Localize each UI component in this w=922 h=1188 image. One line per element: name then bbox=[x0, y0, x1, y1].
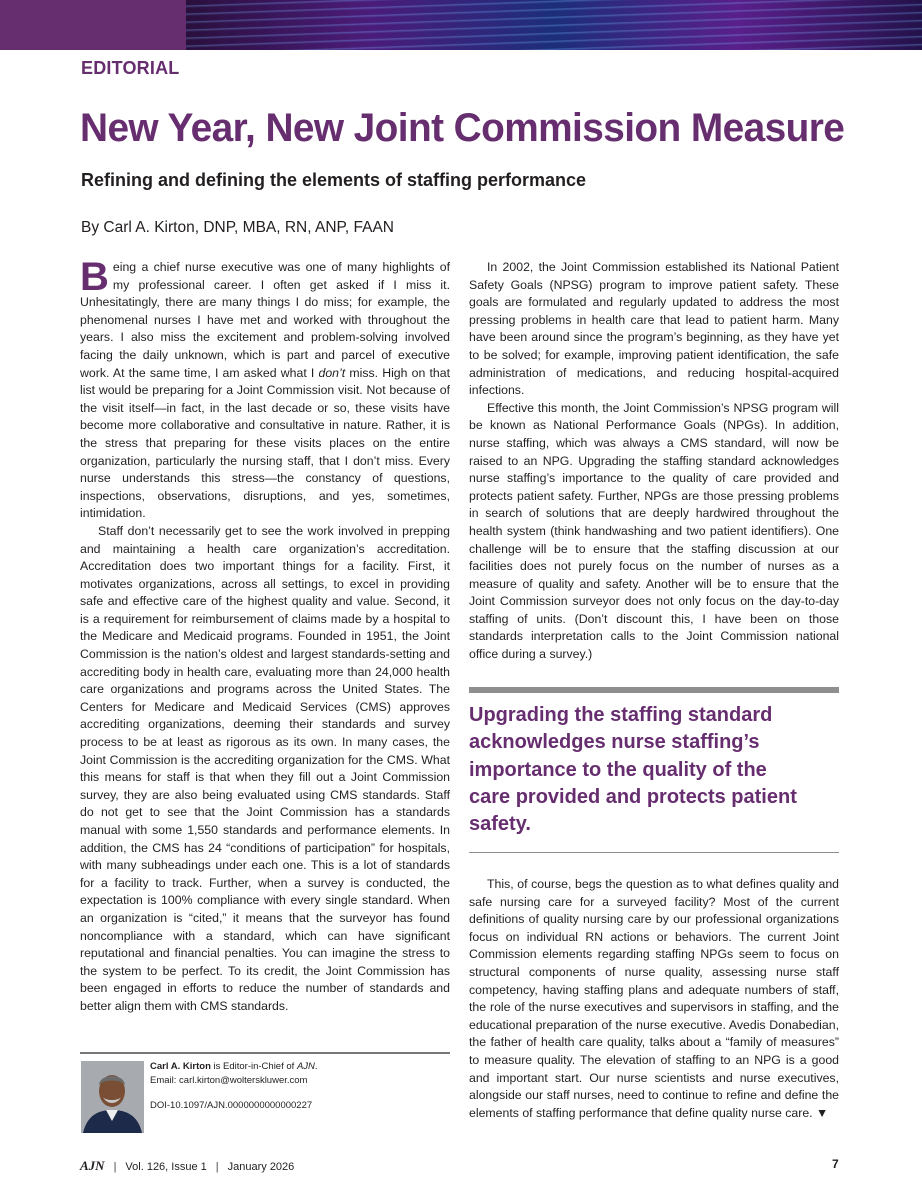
footer-journal: AJN bbox=[80, 1158, 105, 1173]
paragraph-4: Effective this month, the Joint Commission’s NPSG program will be known as National Performance Goals (NPGs). In addition, nurse staffing, which was always a CMS standard, will now be raised to an NPG. Upgrading the staffing standard acknowledges nurse staffing’s importance to the quality of care provided and protects patient safety. Further, NPGs are those pressing problems in search of solutions that are deeply hardwired throughout the health system (think handwashing and two patient identifiers). One challenge will be to ensure that the staffing discussion at our facilities does not purely focus on the number of nurses as a measure of quality and safety. Another will be to ensure that the Joint Commission surveyor does not only focus on the day-to-day staffing of units. (Don’t discount this, I have been on those standards interpretation calls to the Joint Commission national office during a survey.) bbox=[469, 400, 839, 662]
right-column-bottom bbox=[469, 876, 839, 1122]
bio-spacer bbox=[150, 1088, 450, 1099]
paragraph-1-emphasis: don’t bbox=[318, 365, 346, 380]
page-number: 7 bbox=[832, 1157, 839, 1171]
pullquote: Upgrading the staffing standard acknowledges nurse staffing’s importance to the quality of the care provided and protects patient safety. bbox=[469, 704, 797, 836]
bio-role-text: is Editor-in-Chief of bbox=[210, 1061, 297, 1072]
paragraph-2: Staff don’t necessarily get to see the work involved in prepping and maintaining a health care organization’s accreditation. Accreditation does two important things for a facility. First, it motivates organizations, across all settings, to excel in providing safe and effective care of the highest quality and value. Second, it is a requirement for reimbursement of claims made by a hospital to the Medicare and Medicaid programs. Founded in 1951, the Joint Commission is the nation’s oldest and largest standards-setting and accrediting body in health care, evaluating more than 24,000 health care organizations and programs across the United States. The Centers for Medicare and Medicaid Services (CMS) approves accrediting organizations, deeming their standards and survey process to be at least as rigorous as its own. In many cases, the Joint Commission is the accrediting organization for the CMS. What this means for staff is that when they fill out a Joint Commission survey, they are also being evaluated using CMS standards. Staff do not get to see that the Joint Commission has a standards manual with some 1,550 standards and performance elements. In addition, the CMS has 24 “conditions of participation” for hospitals, with many subheadings under each one. This is a lot of standards for a facility to track. Further, when a survey is conducted, the expectation is 100% compliance with every single standard. When an organization is “cited,” it means that the surveyor has found noncompliance with a standard, which can have significant reputational and financial penalties. You can imagine the stress to the system to be perfect. To its credit, the Joint Commission has been engaged in efforts to reduce the number of standards and better align them with CMS standards. bbox=[80, 523, 450, 1013]
byline: By Carl A. Kirton, DNP, MBA, RN, ANP, FAAN bbox=[81, 219, 394, 236]
end-mark-icon: ▼ bbox=[816, 1105, 829, 1120]
bio-line-role bbox=[150, 1060, 450, 1074]
pullquote-top-rule bbox=[469, 687, 839, 693]
footer-date: January 2026 bbox=[227, 1161, 295, 1173]
author-bio bbox=[150, 1060, 450, 1113]
bio-journal: AJN bbox=[296, 1061, 315, 1072]
article-title: New Year, New Joint Commission Measure bbox=[80, 106, 845, 150]
article-subtitle: Refining and defining the elements of staffing performance bbox=[81, 170, 587, 190]
paragraph-1 bbox=[80, 255, 451, 523]
footer-separator: | bbox=[113, 1161, 117, 1173]
bio-role-end: . bbox=[314, 1061, 318, 1072]
right-column-top bbox=[469, 259, 839, 664]
footer-separator: | bbox=[215, 1161, 219, 1173]
paragraph-3: In 2002, the Joint Commission established its National Patient Safety Goals (NPSG) program to improve patient safety. These goals are formulated and regularly updated to address the most pressing problems in health care that lead to patient harm. Many have been around since the program’s beginning, as they have yet to be solved; for example, improving patient identification, the safe administration of medications, and reducing hospital-acquired infections. bbox=[469, 260, 839, 398]
banner-light-streaks bbox=[186, 0, 922, 50]
drop-cap: B bbox=[80, 255, 109, 299]
paragraph-1-text-end: miss. High on that list would be preparing for a Joint Commission visit. Not because of the visit itself—in fact, in the last decade or so, these visits have become more collaborative and consultative in nature. Rather, it is the stress that preparing for these visits places on the entire organization, particularly the nursing staff, that I don’t miss. Every nurse understands this stress—the constancy of questions, inspections, observations, disruptions, and yes, sometimes, intimidation. bbox=[80, 365, 451, 521]
paragraph-5 bbox=[469, 876, 839, 1122]
left-column bbox=[80, 255, 451, 1016]
author-portrait-icon bbox=[81, 1061, 144, 1133]
pullquote-bottom-rule bbox=[469, 852, 839, 853]
bio-name: Carl A. Kirton bbox=[150, 1061, 211, 1072]
paragraph-1-text: eing a chief nurse executive was one of many highlights of my professional career. I often get asked if I miss it. Unhesitatingly, there are many things I do miss; for example, the phenomenal nurses I have met and worked with throughout the years. I also miss the excitement and problem-solving involved facing the daily unknown, which is part and parcel of executive work. At the same time, I am asked what I bbox=[80, 260, 450, 380]
footer-volume: Vol. 126, Issue 1 bbox=[125, 1161, 207, 1173]
bio-email: Email: carl.kirton@wolterskluwer.com bbox=[150, 1075, 308, 1086]
bio-doi: DOI-10.1097/AJN.0000000000000227 bbox=[150, 1100, 313, 1111]
paragraph-5-text: This, of course, begs the question as to what defines quality and safe nursing care for a surveyed facility? Most of the current definitions of quality nursing care by our professional organizations focus on individual RN actions or behaviors. The current Joint Commission elements regarding staffing NPGs seem to focus on structural components of nurse quality, assessing nurse staff competency, having staffing plans and adequate numbers of staff, the role of the nurse executives and supervisors in staffing, and the educational preparation of the nurse executive. Avedis Donabedian, the father of health care quality, talks about a “family of measures” to measure quality. The elevation of staffing to an NPG is a good and important start. Our nurse scientists and nurse executives, alongside our staff nurses, need to continue to refine and define the elements of staffing performance that define quality nurse care. bbox=[469, 877, 839, 1120]
section-label: EDITORIAL bbox=[81, 58, 180, 78]
banner-purple-block bbox=[0, 0, 186, 50]
header-banner bbox=[0, 0, 922, 50]
page-footer bbox=[80, 1158, 294, 1174]
bio-divider bbox=[80, 1052, 450, 1054]
author-photo bbox=[81, 1061, 144, 1133]
